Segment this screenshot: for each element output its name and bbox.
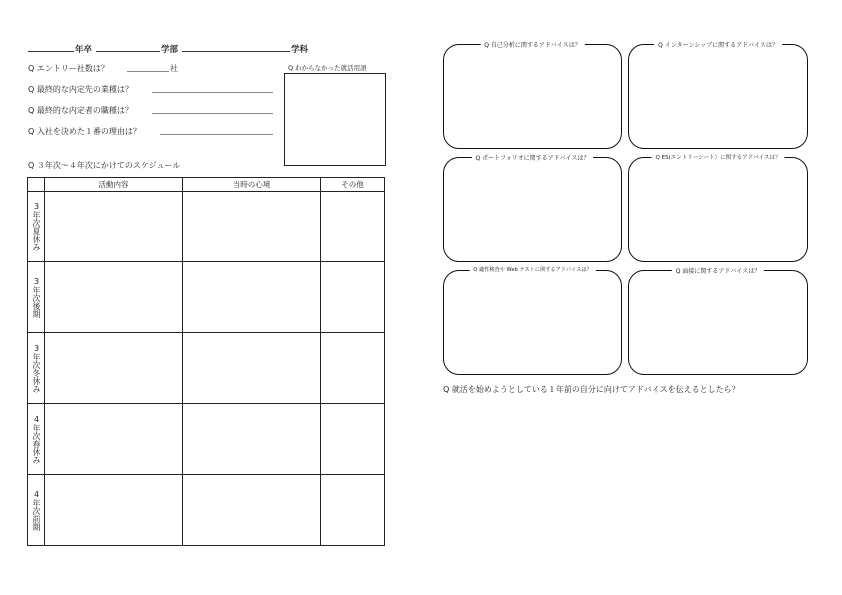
activity-cell[interactable]	[45, 192, 183, 262]
feelings-cell[interactable]	[183, 192, 321, 262]
internship-advice-label: Q インターンシップに関するアドバイスは？	[654, 40, 782, 49]
row-label: 4年次前期	[32, 489, 41, 531]
other-cell[interactable]	[321, 475, 385, 546]
faculty-label: 学部	[161, 45, 179, 55]
self-analysis-advice-box[interactable]	[443, 44, 622, 149]
aptitude-test-advice-label: Q 適性検査や Web テストに関するアドバイスは？	[469, 266, 596, 273]
terms-box[interactable]	[284, 73, 386, 166]
table-row	[28, 333, 385, 404]
reason-blank[interactable]	[160, 134, 273, 135]
row-label: 4年次春休み	[32, 414, 41, 464]
row-label-cell	[28, 333, 45, 404]
self-analysis-advice-label: Q 自己分析に関するアドバイスは？	[480, 40, 584, 49]
table-row	[28, 475, 385, 546]
reason-question: Q 入社を決めた１番の理由は？	[28, 127, 141, 136]
activity-cell[interactable]	[45, 404, 183, 475]
col-other: その他	[321, 178, 385, 192]
schedule-title: Q ３年次〜４年次にかけてのスケジュール	[28, 161, 181, 170]
year-label: 年卒	[75, 45, 93, 55]
terms-question: Q わからなかった就活用語	[288, 64, 367, 72]
dept-label: 学科	[291, 45, 309, 55]
final-question: Q 就活を始めようとしている１年前の自分に向けてアドバイスを伝えるとしたら？	[443, 385, 740, 394]
internship-advice-box[interactable]	[628, 44, 808, 149]
entry-count-question: Q エントリー社数は？	[28, 64, 109, 73]
es-advice-box[interactable]	[628, 157, 808, 262]
schedule-table	[27, 177, 385, 546]
portfolio-advice-label: Q ポートフォリオに関するアドバイスは？	[472, 153, 594, 162]
entry-count-blank[interactable]	[127, 71, 169, 72]
activity-cell[interactable]	[45, 262, 183, 333]
table-row	[28, 192, 385, 262]
faculty-blank[interactable]	[96, 51, 160, 52]
industry-question: Q 最終的な内定先の業種は？	[28, 85, 133, 94]
job-type-blank[interactable]	[152, 113, 273, 114]
other-cell[interactable]	[321, 192, 385, 262]
portfolio-advice-box[interactable]	[443, 157, 622, 262]
interview-advice-label: Q 面接に関するアドバイスは？	[672, 266, 764, 275]
row-label-cell	[28, 404, 45, 475]
feelings-cell[interactable]	[183, 262, 321, 333]
aptitude-test-advice-box[interactable]	[443, 267, 622, 375]
other-cell[interactable]	[321, 404, 385, 475]
row-label: 3年次冬休み	[32, 343, 41, 393]
row-label: 3年次夏休み	[32, 202, 41, 251]
col-activity: 活動内容	[45, 178, 183, 192]
interview-advice-box[interactable]	[628, 270, 808, 375]
schedule-corner-cell	[28, 178, 45, 192]
schedule-header-row	[28, 178, 385, 192]
dept-blank[interactable]	[182, 51, 290, 52]
table-row	[28, 404, 385, 475]
other-cell[interactable]	[321, 262, 385, 333]
table-row	[28, 262, 385, 333]
entry-count-unit: 社	[170, 64, 178, 73]
activity-cell[interactable]	[45, 475, 183, 546]
year-blank[interactable]	[28, 51, 74, 52]
row-label-cell	[28, 262, 45, 333]
row-label-cell	[28, 192, 45, 262]
activity-cell[interactable]	[45, 333, 183, 404]
es-advice-label: Q ES(エントリーシート）に関するアドバイスは？	[652, 153, 785, 161]
job-type-question: Q 最終的な内定者の職種は？	[28, 106, 133, 115]
industry-blank[interactable]	[152, 92, 273, 93]
feelings-cell[interactable]	[183, 475, 321, 546]
row-label: 3年次後期	[32, 276, 41, 318]
col-feelings: 当時の心境	[183, 178, 321, 192]
row-label-cell	[28, 475, 45, 546]
other-cell[interactable]	[321, 333, 385, 404]
feelings-cell[interactable]	[183, 404, 321, 475]
feelings-cell[interactable]	[183, 333, 321, 404]
